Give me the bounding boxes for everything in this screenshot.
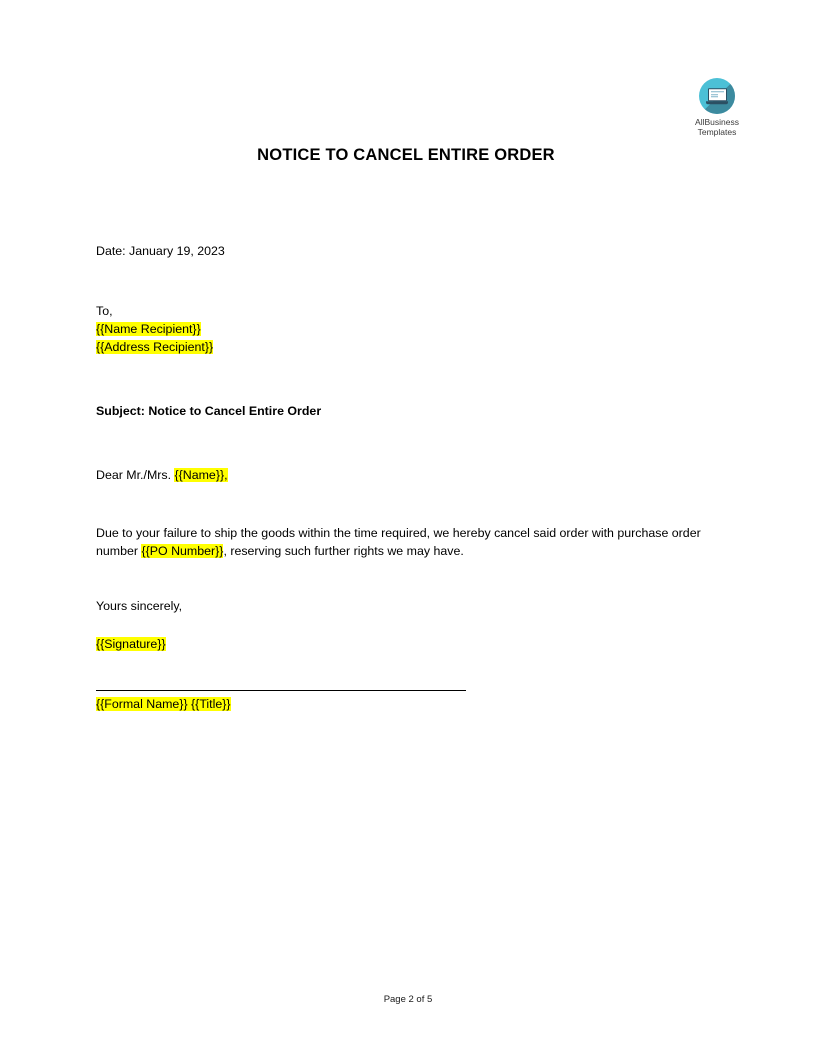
spacer xyxy=(96,653,716,690)
logo-text-line1: AllBusiness xyxy=(695,117,739,127)
signature-rule xyxy=(96,690,466,691)
to-label: To, xyxy=(96,304,113,318)
logo-text-line2: Templates xyxy=(697,127,737,137)
allbusiness-templates-logo xyxy=(686,78,748,137)
logo-text xyxy=(686,117,748,137)
recipient-name-placeholder: {{Name Recipient}} xyxy=(96,322,201,336)
po-number-placeholder: {{PO Number}} xyxy=(141,544,224,558)
formal-name-title xyxy=(96,695,716,713)
recipient-name xyxy=(96,320,716,338)
page-footer: Page 2 of 5 xyxy=(383,994,433,1005)
date-line: Date: January 19, 2023 xyxy=(96,244,225,258)
spacer xyxy=(96,356,716,402)
laptop-screen xyxy=(708,88,727,101)
salutation-name-placeholder: {{Name}}, xyxy=(174,468,228,482)
spacer xyxy=(96,615,716,635)
laptop-base xyxy=(706,101,728,104)
salutation-prefix: Dear Mr./Mrs. xyxy=(96,468,175,482)
formal-name-title-placeholder: {{Formal Name}} {{Title}} xyxy=(96,697,231,711)
body-paragraph xyxy=(96,524,716,560)
laptop-screen-line xyxy=(711,96,719,97)
subject-line: Subject: Notice to Cancel Entire Order xyxy=(96,404,322,418)
recipient-address xyxy=(96,338,716,356)
signature-line-placeholder xyxy=(96,635,716,653)
closing-line: Yours sincerely, xyxy=(96,599,183,613)
laptop-icon xyxy=(699,78,735,114)
spacer xyxy=(96,260,716,302)
laptop-glyph xyxy=(706,88,728,104)
page-title: NOTICE TO CANCEL ENTIRE ORDER xyxy=(257,146,555,164)
salutation xyxy=(96,466,716,484)
recipient-address-placeholder: {{Address Recipient}} xyxy=(96,340,214,354)
laptop-screen-line xyxy=(711,94,719,95)
spacer xyxy=(96,484,716,524)
spacer xyxy=(96,560,716,597)
letter-body xyxy=(96,242,716,713)
signature-placeholder: {{Signature}} xyxy=(96,637,166,651)
body-text-part1: Due to your failure to ship the goods within the time required, we hereby cancel said order with purchase order number xyxy=(96,526,701,558)
body-text-part2: , reserving such further rights we may have. xyxy=(223,544,464,558)
spacer xyxy=(96,420,716,466)
laptop-screen-line xyxy=(711,91,724,92)
